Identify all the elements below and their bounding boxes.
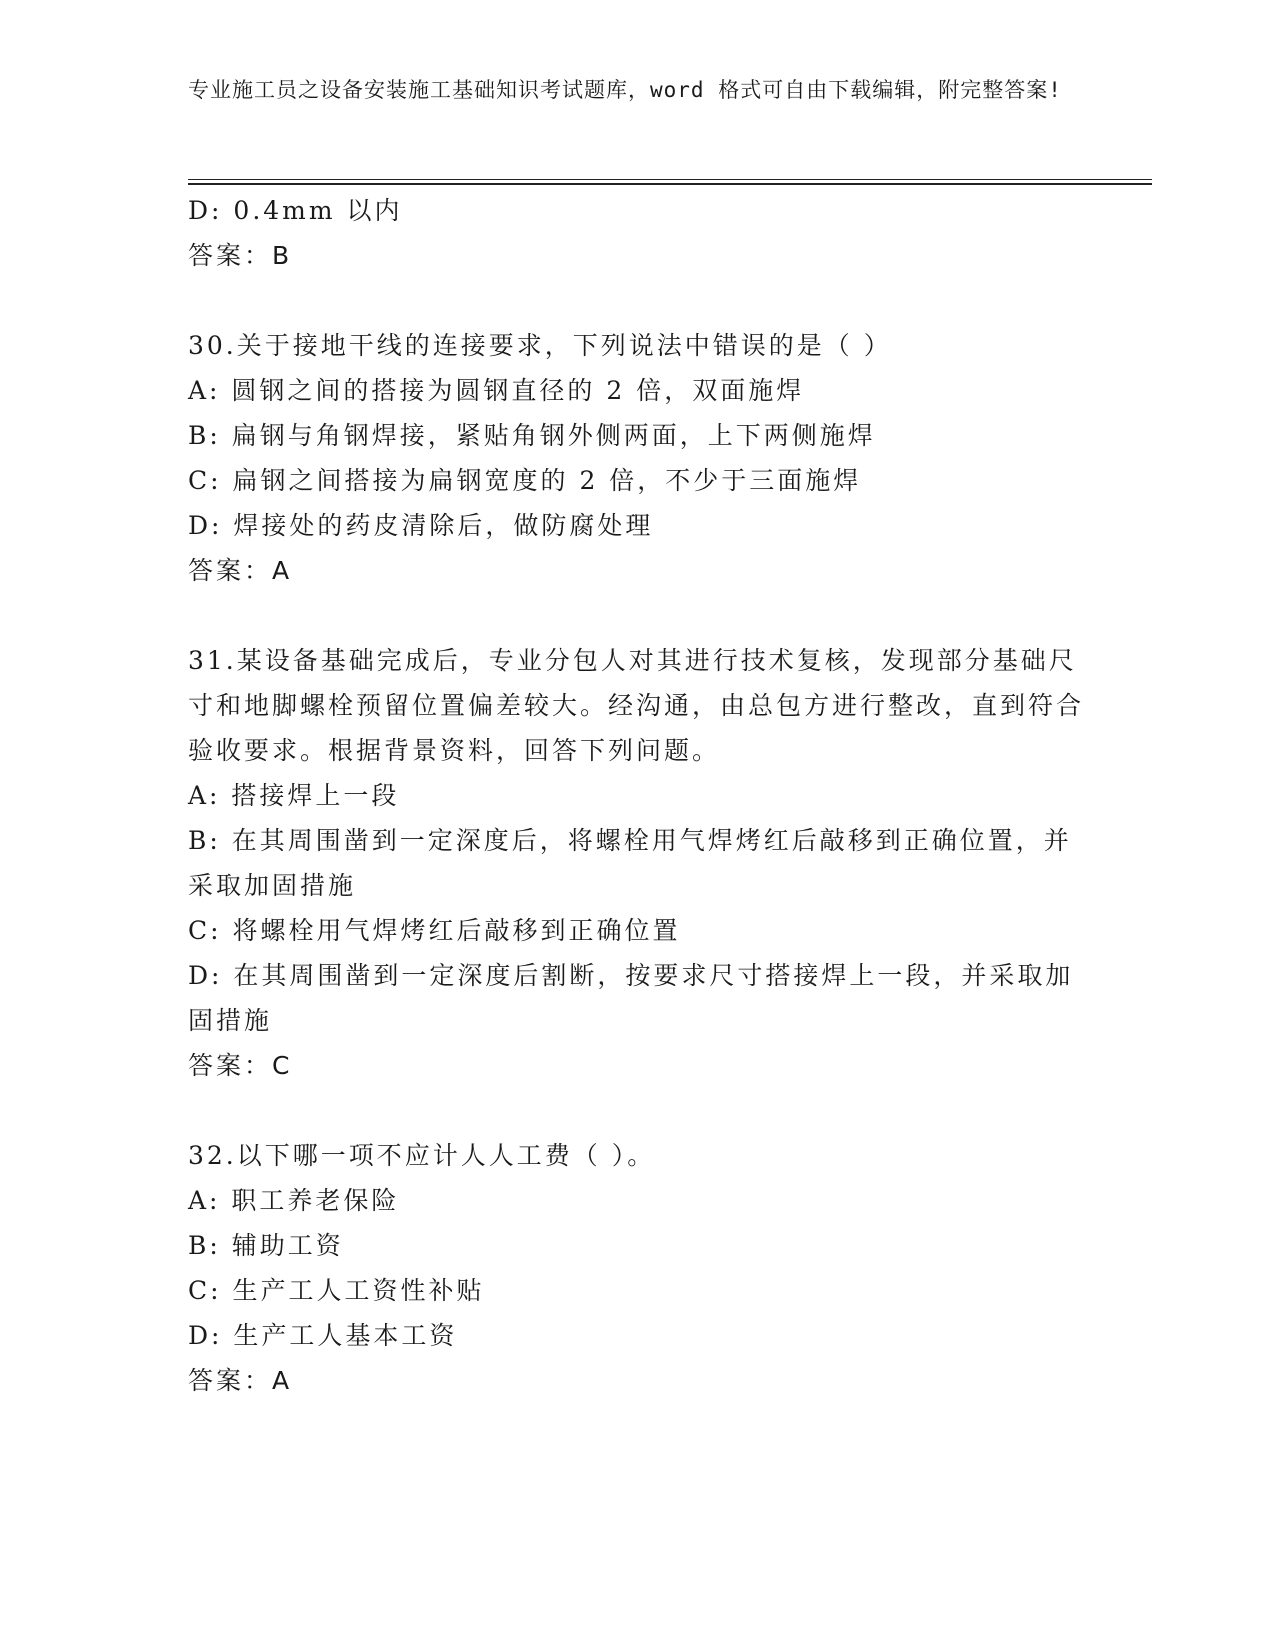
header-divider-thick <box>188 183 1152 185</box>
option-d: D: 生产工人基本工资 <box>188 1321 458 1350</box>
option-a: A: 职工养老保险 <box>188 1186 400 1215</box>
option-b: B: 扁钢与角钢焊接，紧贴角钢外侧两面，上下两侧施焊 <box>188 421 876 450</box>
question-content <box>188 188 1088 1403</box>
option-c: C: 将螺栓用气焊烤红后敲移到正确位置 <box>188 916 681 945</box>
question-stem: 32.以下哪一项不应计人人工费（ ）。 <box>188 1141 656 1170</box>
previous-question-tail <box>188 188 1088 278</box>
option-d: D: 在其周围凿到一定深度后割断，按要求尺寸搭接焊上一段，并采取加固措施 <box>188 961 1074 1035</box>
question-stem: 31.某设备基础完成后，专业分包人对其进行技术复核，发现部分基础尺寸和地脚螺栓预留位置偏差较大。经沟通，由总包方进行整改，直到符合验收要求。根据背景资料，回答下列问题。 <box>188 646 1085 765</box>
answer-line: 答案：A <box>188 1366 293 1395</box>
option-b: B: 辅助工资 <box>188 1231 344 1260</box>
answer-line: 答案：B <box>188 241 293 270</box>
option-a: A: 圆钢之间的搭接为圆钢直径的 2 倍，双面施焊 <box>188 376 805 405</box>
question-stem: 30.关于接地干线的连接要求，下列说法中错误的是（ ） <box>188 331 892 360</box>
header-divider-thin <box>188 179 1152 180</box>
option-d: D: 0.4mm 以内 <box>188 196 403 225</box>
option-d: D: 焊接处的药皮清除后，做防腐处理 <box>188 511 654 540</box>
answer-line: 答案：A <box>188 556 293 585</box>
option-c: C: 扁钢之间搭接为扁钢宽度的 2 倍，不少于三面施焊 <box>188 466 862 495</box>
question-31 <box>188 638 1088 1088</box>
answer-line: 答案：C <box>188 1051 293 1080</box>
option-a: A: 搭接焊上一段 <box>188 781 400 810</box>
option-b: B: 在其周围凿到一定深度后，将螺栓用气焊烤红后敲移到正确位置，并采取加固措施 <box>188 826 1072 900</box>
question-32 <box>188 1133 1088 1403</box>
question-30 <box>188 323 1088 593</box>
option-c: C: 生产工人工资性补贴 <box>188 1276 485 1305</box>
document-header: 专业施工员之设备安装施工基础知识考试题库，word 格式可自由下载编辑，附完整答案! <box>188 78 1062 102</box>
